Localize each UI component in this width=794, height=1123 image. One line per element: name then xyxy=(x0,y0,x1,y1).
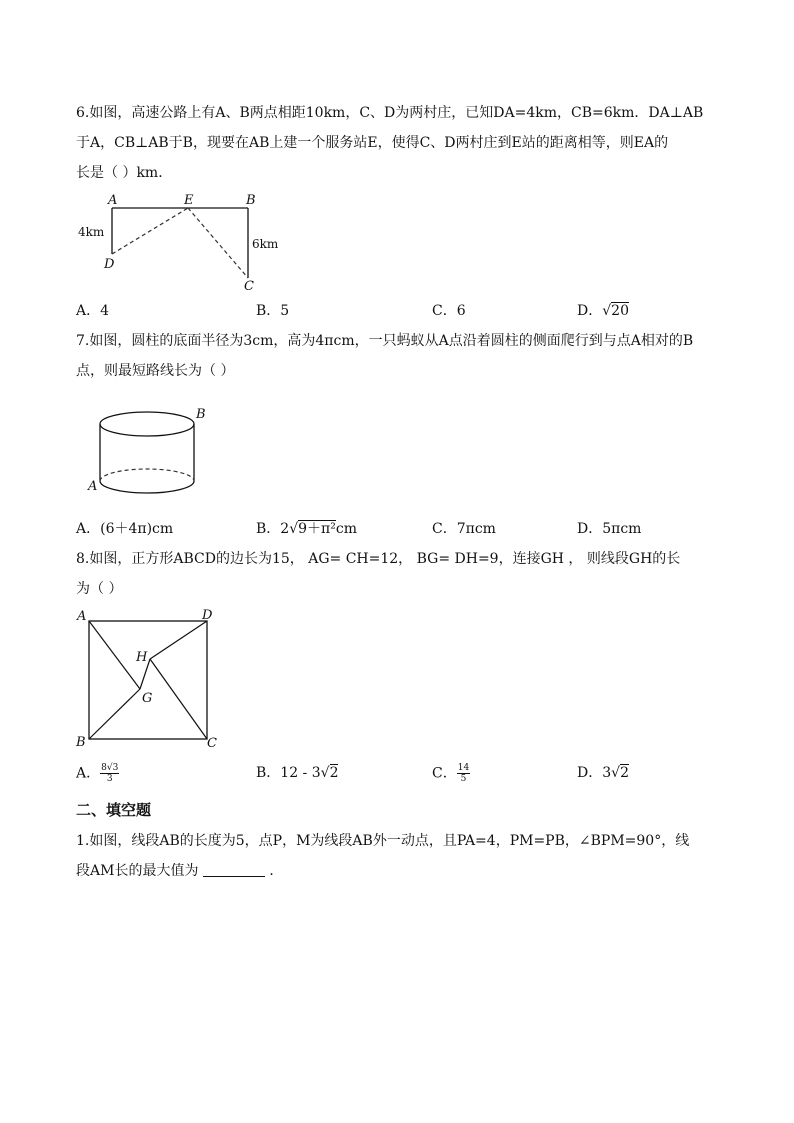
fill1-text-prefix: 段AM长的最大值为 xyxy=(76,863,199,879)
q7-option-b-suffix: cm xyxy=(335,521,357,537)
q6-option-b[interactable]: B．5 xyxy=(256,303,290,319)
q8-label-c: C xyxy=(207,736,217,751)
q8-option-a[interactable] xyxy=(76,763,119,784)
q6-label-cb: 6km xyxy=(252,237,279,251)
q6-segment-de xyxy=(112,208,188,254)
q8-label-h: H xyxy=(136,650,148,665)
q6-option-d-prefix: D． xyxy=(577,303,603,319)
fill1-text-suffix: ． xyxy=(269,863,284,879)
q7-option-b-radicand: 9＋π² xyxy=(298,521,336,537)
q8-option-a-fraction xyxy=(100,763,119,784)
q6-label-c: C xyxy=(244,279,254,294)
answer-blank[interactable] xyxy=(203,862,265,877)
q6-option-d[interactable] xyxy=(577,301,629,321)
q7-bottom-back-arc xyxy=(100,469,194,481)
q8-label-b: B xyxy=(76,735,86,750)
q8-option-d-radicand: 2 xyxy=(620,765,629,781)
q6-label-b: B xyxy=(246,193,256,208)
fraction-numerator: 8√3 xyxy=(101,763,119,773)
q7-option-b-prefix: B．2 xyxy=(256,521,290,537)
q8-square-figure xyxy=(72,604,232,754)
q7-option-d[interactable]: D．5πcm xyxy=(577,521,642,537)
q8-label-d: D xyxy=(202,608,213,623)
q6-text-line1: 6.如图，高速公路上有A、B两点相距10km，C、D为两村庄，已知DA=4km，CB=6km．DA⊥AB xyxy=(76,105,704,121)
q6-option-a[interactable]: A．4 xyxy=(76,303,110,319)
section-title-fill-in: 二、填空题 xyxy=(76,801,152,819)
q6-label-d: D xyxy=(104,257,115,272)
q7-cylinder-figure xyxy=(86,400,216,500)
q6-option-d-radicand: 20 xyxy=(611,303,629,319)
q6-segment-ec xyxy=(188,208,248,278)
sqrt-sign-icon: √ xyxy=(289,521,299,537)
q8-segment-ag xyxy=(89,621,140,689)
q8-option-b[interactable] xyxy=(256,763,338,783)
q6-label-da: 4km xyxy=(78,225,105,239)
sqrt-sign-icon: √ xyxy=(320,765,330,781)
q6-text-line3: 长是（ ）km． xyxy=(76,165,173,181)
sqrt-sign-icon: √ xyxy=(602,303,612,319)
q8-text-line1: 8.如图，正方形ABCD的边长为15， AG= CH=12， BG= DH=9，连接GH ， 则线段GH的长 xyxy=(76,551,681,567)
q8-segment-bg xyxy=(89,689,140,739)
q7-top-ellipse xyxy=(100,412,194,436)
q7-bottom-front-arc xyxy=(100,481,194,493)
q8-option-d[interactable] xyxy=(577,763,629,783)
q7-label-a: A xyxy=(88,479,98,494)
q8-option-c-fraction xyxy=(457,763,470,784)
q8-option-c[interactable] xyxy=(432,763,470,784)
q6-label-a: A xyxy=(108,193,118,208)
fraction-denominator: 5 xyxy=(460,774,467,784)
q8-label-g: G xyxy=(142,691,153,706)
q8-option-a-prefix: A． xyxy=(76,765,101,782)
q8-option-d-prefix: D．3 xyxy=(577,765,612,781)
q6-text-line2: 于A，CB⊥AB于B，现要在AB上建一个服务站E，使得C、D两村庄到E站的距离相等，则EA的 xyxy=(76,135,669,151)
q6-option-c[interactable]: C．6 xyxy=(432,303,466,319)
q7-option-c[interactable]: C．7πcm xyxy=(432,521,496,537)
q8-segment-dh xyxy=(150,621,207,659)
q7-option-b[interactable] xyxy=(256,519,357,539)
q7-text-line2: 点，则最短路线长为（ ） xyxy=(76,363,235,379)
sqrt-sign-icon: √ xyxy=(611,765,621,781)
fraction-denominator: 3 xyxy=(106,774,113,784)
fraction-numerator: 14 xyxy=(457,763,470,773)
q8-segment-ch xyxy=(150,659,207,739)
q6-figure xyxy=(76,190,286,294)
q8-option-b-radicand: 2 xyxy=(329,765,339,781)
q8-text-line2: 为（ ） xyxy=(76,581,123,597)
q8-option-c-prefix: C． xyxy=(432,765,457,782)
q7-label-b: B xyxy=(196,407,206,422)
q7-text-line1: 7.如图，圆柱的底面半径为3cm，高为4πcm，一只蚂蚁从A点沿着圆柱的侧面爬行到与点A相对的B xyxy=(76,333,694,349)
q7-option-a[interactable]: A．(6＋4π)cm xyxy=(76,521,174,537)
fill1-text-line2 xyxy=(76,861,283,881)
q8-label-a: A xyxy=(77,609,87,624)
q6-label-e: E xyxy=(184,193,194,208)
q8-option-b-prefix: B．12 - 3 xyxy=(256,765,321,781)
fill1-text-line1: 1.如图，线段AB的长度为5，点P，M为线段AB外一动点，且PA=4，PM=PB，∠BPM=90°，线 xyxy=(76,833,690,849)
